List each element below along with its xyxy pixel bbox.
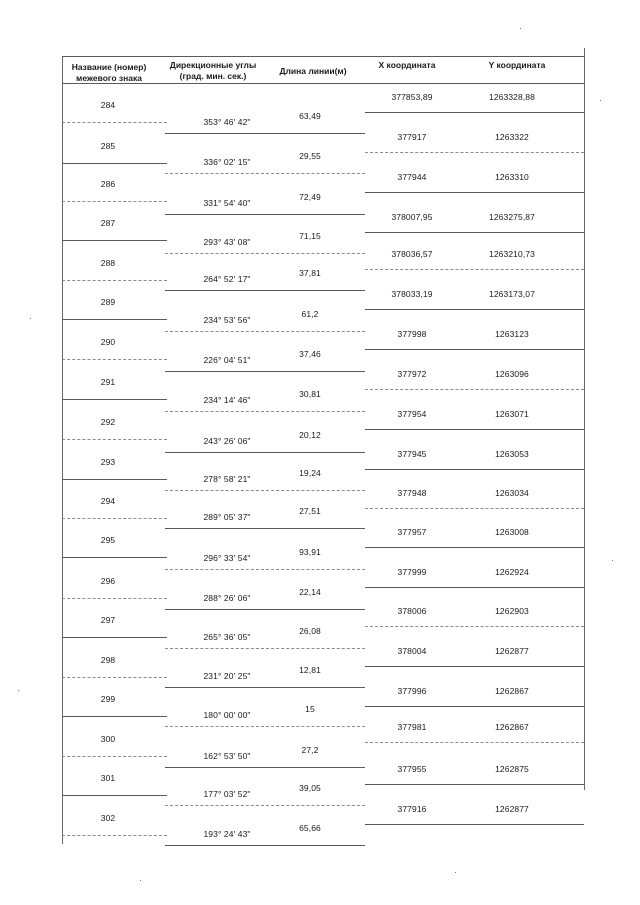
row-separator bbox=[365, 469, 584, 470]
point-name: 291 bbox=[100, 377, 116, 387]
point-name: 300 bbox=[100, 734, 116, 744]
line-length: 63,49 bbox=[299, 111, 321, 121]
row-separator bbox=[365, 269, 584, 270]
point-x-coordinate: 377944 bbox=[397, 172, 427, 182]
point-name: 286 bbox=[100, 179, 116, 189]
row-separator bbox=[62, 163, 167, 164]
table-right-border bbox=[584, 48, 585, 790]
line-length: 29,55 bbox=[299, 151, 321, 161]
row-separator bbox=[62, 240, 167, 241]
point-y-coordinate: 1263053 bbox=[495, 449, 529, 459]
row-separator bbox=[62, 122, 167, 123]
point-x-coordinate: 377945 bbox=[397, 449, 427, 459]
scan-speck bbox=[520, 28, 521, 29]
scan-speck bbox=[600, 100, 601, 101]
row-separator bbox=[165, 687, 365, 688]
point-y-coordinate: 1263071 bbox=[495, 409, 529, 419]
direction-angle: 231° 20' 25" bbox=[203, 671, 251, 681]
row-separator bbox=[62, 319, 167, 320]
row-separator bbox=[62, 557, 167, 558]
line-length: 20,12 bbox=[299, 430, 321, 440]
direction-angle: 193° 24' 43" bbox=[203, 829, 251, 839]
point-x-coordinate: 378033,19 bbox=[391, 289, 433, 299]
direction-angle: 293° 43' 08" bbox=[203, 237, 251, 247]
direction-angle: 278° 58' 21" bbox=[203, 474, 251, 484]
direction-angle: 226° 04' 51" bbox=[203, 355, 251, 365]
header-length: Длина линии(м) bbox=[279, 66, 347, 76]
row-separator bbox=[365, 152, 584, 153]
row-separator bbox=[365, 547, 584, 548]
direction-angle: 180° 00' 00" bbox=[203, 710, 251, 720]
point-x-coordinate: 377917 bbox=[397, 132, 427, 142]
row-separator bbox=[165, 331, 365, 332]
direction-angle: 288° 26' 06" bbox=[203, 593, 251, 603]
row-separator bbox=[62, 598, 167, 599]
point-x-coordinate: 377999 bbox=[397, 567, 427, 577]
point-name: 285 bbox=[100, 141, 116, 151]
point-name: 295 bbox=[100, 535, 116, 545]
line-length: 72,49 bbox=[299, 192, 321, 202]
point-x-coordinate: 378036,57 bbox=[391, 249, 433, 259]
row-separator bbox=[62, 479, 167, 480]
point-y-coordinate: 1262875 bbox=[495, 764, 529, 774]
row-separator bbox=[365, 742, 584, 743]
row-separator bbox=[62, 756, 167, 757]
point-y-coordinate: 1263123 bbox=[495, 329, 529, 339]
row-separator bbox=[365, 389, 584, 390]
row-separator bbox=[62, 518, 167, 519]
point-x-coordinate: 377948 bbox=[397, 488, 427, 498]
point-name: 298 bbox=[100, 655, 116, 665]
line-length: 15 bbox=[305, 704, 315, 714]
point-y-coordinate: 1262903 bbox=[495, 606, 529, 616]
point-x-coordinate: 378007,95 bbox=[391, 212, 433, 222]
table-left-border bbox=[62, 56, 63, 844]
row-separator bbox=[62, 795, 167, 796]
header-angle: Дирекционные углы (град. мин. сек.) bbox=[169, 60, 257, 81]
row-separator bbox=[165, 490, 365, 491]
point-y-coordinate: 1263322 bbox=[495, 132, 529, 142]
line-length: 37,81 bbox=[299, 268, 321, 278]
row-separator bbox=[62, 835, 167, 836]
line-length: 26,08 bbox=[299, 626, 321, 636]
row-separator bbox=[165, 290, 365, 291]
line-length: 61,2 bbox=[301, 309, 319, 319]
point-name: 297 bbox=[100, 615, 116, 625]
row-separator bbox=[165, 569, 365, 570]
point-y-coordinate: 1263096 bbox=[495, 369, 529, 379]
row-separator bbox=[365, 192, 584, 193]
line-length: 30,81 bbox=[299, 389, 321, 399]
point-x-coordinate: 378006 bbox=[397, 606, 427, 616]
point-x-coordinate: 377916 bbox=[397, 804, 427, 814]
point-x-coordinate: 377981 bbox=[397, 722, 427, 732]
direction-angle: 234° 14' 46" bbox=[203, 395, 251, 405]
row-separator bbox=[365, 784, 584, 785]
scan-speck bbox=[455, 872, 456, 873]
point-y-coordinate: 1263310 bbox=[495, 172, 529, 182]
point-y-coordinate: 1263275,87 bbox=[489, 212, 535, 222]
direction-angle: 331° 54' 40" bbox=[203, 198, 251, 208]
direction-angle: 289° 05' 37" bbox=[203, 512, 251, 522]
row-separator bbox=[165, 452, 365, 453]
line-length: 37,46 bbox=[299, 349, 321, 359]
row-separator bbox=[165, 214, 365, 215]
direction-angle: 162° 53' 50" bbox=[203, 751, 251, 761]
row-separator bbox=[165, 845, 365, 846]
point-y-coordinate: 1263034 bbox=[495, 488, 529, 498]
point-y-coordinate: 1263008 bbox=[495, 527, 529, 537]
row-separator bbox=[365, 309, 584, 310]
direction-angle: 265° 36' 05" bbox=[203, 632, 251, 642]
direction-angle: 353° 46' 42" bbox=[203, 117, 251, 127]
row-separator bbox=[62, 716, 167, 717]
row-separator bbox=[365, 706, 584, 707]
point-name: 284 bbox=[100, 100, 116, 110]
header-y: Y координата bbox=[488, 60, 546, 70]
row-separator bbox=[62, 439, 167, 440]
point-name: 287 bbox=[100, 218, 116, 228]
direction-angle: 264° 52' 17" bbox=[203, 274, 251, 284]
point-name: 290 bbox=[100, 337, 116, 347]
point-y-coordinate: 1262877 bbox=[495, 646, 529, 656]
row-separator bbox=[365, 232, 584, 233]
point-y-coordinate: 1262924 bbox=[495, 567, 529, 577]
row-separator bbox=[365, 626, 584, 627]
point-y-coordinate: 1263328,88 bbox=[489, 92, 535, 102]
point-x-coordinate: 377972 bbox=[397, 369, 427, 379]
point-name: 289 bbox=[100, 297, 116, 307]
line-length: 12,81 bbox=[299, 665, 321, 675]
row-separator bbox=[365, 824, 584, 825]
point-name: 293 bbox=[100, 457, 116, 467]
row-separator bbox=[165, 253, 365, 254]
point-name: 292 bbox=[100, 417, 116, 427]
point-y-coordinate: 1262877 bbox=[495, 804, 529, 814]
line-length: 39,05 bbox=[299, 783, 321, 793]
point-x-coordinate: 378004 bbox=[397, 646, 427, 656]
row-separator bbox=[165, 767, 365, 768]
row-separator bbox=[165, 805, 365, 806]
point-x-coordinate: 377853,89 bbox=[391, 92, 433, 102]
line-length: 93,91 bbox=[299, 547, 321, 557]
direction-angle: 296° 33' 54" bbox=[203, 553, 251, 563]
header-x: Х координата bbox=[378, 60, 436, 70]
row-separator bbox=[165, 133, 365, 134]
point-name: 301 bbox=[100, 773, 116, 783]
row-separator bbox=[365, 508, 584, 509]
scan-speck bbox=[612, 560, 613, 561]
row-separator bbox=[365, 349, 584, 350]
point-x-coordinate: 377954 bbox=[397, 409, 427, 419]
direction-angle: 336° 02' 15" bbox=[203, 157, 251, 167]
direction-angle: 177° 03' 52" bbox=[203, 789, 251, 799]
line-length: 71,15 bbox=[299, 231, 321, 241]
row-separator bbox=[62, 399, 167, 400]
row-separator bbox=[365, 112, 584, 113]
point-name: 299 bbox=[100, 694, 116, 704]
table-top-border bbox=[62, 56, 584, 57]
row-separator bbox=[165, 648, 365, 649]
point-y-coordinate: 1262867 bbox=[495, 722, 529, 732]
line-length: 22,14 bbox=[299, 587, 321, 597]
point-y-coordinate: 1262867 bbox=[495, 686, 529, 696]
direction-angle: 234° 53' 56" bbox=[203, 315, 251, 325]
scan-speck bbox=[140, 880, 141, 881]
point-name: 288 bbox=[100, 258, 116, 268]
row-separator bbox=[165, 726, 365, 727]
header-name: Название (номер) межевого знака bbox=[71, 62, 147, 83]
line-length: 19,24 bbox=[299, 468, 321, 478]
row-separator bbox=[62, 359, 167, 360]
row-separator bbox=[165, 411, 365, 412]
point-name: 296 bbox=[100, 576, 116, 586]
scan-speck bbox=[18, 690, 19, 691]
row-separator bbox=[365, 587, 584, 588]
row-separator bbox=[62, 280, 167, 281]
row-separator bbox=[165, 609, 365, 610]
point-x-coordinate: 377998 bbox=[397, 329, 427, 339]
row-separator bbox=[62, 201, 167, 202]
line-length: 65,66 bbox=[299, 823, 321, 833]
row-separator bbox=[165, 528, 365, 529]
point-x-coordinate: 377996 bbox=[397, 686, 427, 696]
row-separator bbox=[165, 173, 365, 174]
line-length: 27,51 bbox=[299, 506, 321, 516]
direction-angle: 243° 26' 06" bbox=[203, 436, 251, 446]
row-separator bbox=[62, 677, 167, 678]
row-separator bbox=[62, 637, 167, 638]
point-x-coordinate: 377955 bbox=[397, 764, 427, 774]
point-y-coordinate: 1263173,07 bbox=[489, 289, 535, 299]
point-name: 302 bbox=[100, 813, 116, 823]
scan-speck bbox=[30, 318, 31, 319]
point-y-coordinate: 1263210,73 bbox=[489, 249, 535, 259]
point-name: 294 bbox=[100, 496, 116, 506]
point-x-coordinate: 377957 bbox=[397, 527, 427, 537]
row-separator bbox=[365, 666, 584, 667]
row-separator bbox=[365, 429, 584, 430]
row-separator bbox=[165, 371, 365, 372]
line-length: 27,2 bbox=[301, 745, 319, 755]
